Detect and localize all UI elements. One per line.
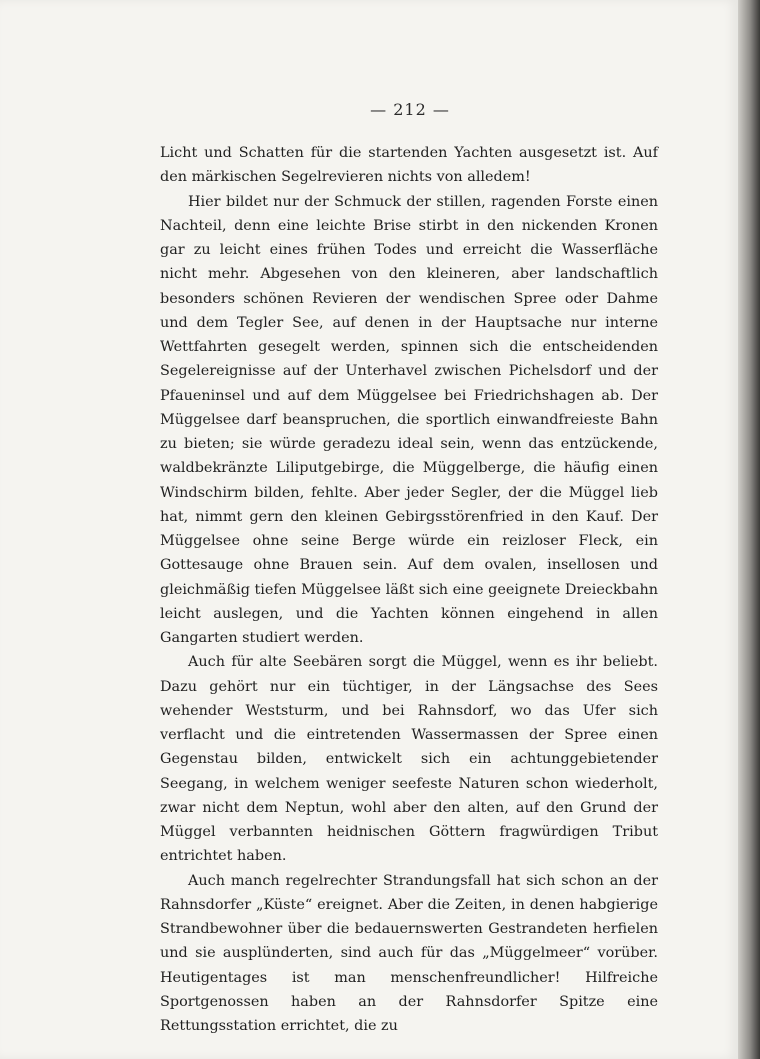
paragraph: Auch für alte Seebären sorgt die Müggel, wenn es ihr beliebt. Dazu gehört nur ein tüchtiger, in der Längsachse des Sees wehender Weststurm, und bei Rahnsdorf, wo das Ufer sich verflacht und die eintretenden Wassermassen der Spree einen Gegenstau bilden, entwickelt sich ein achtunggebietender Seegang, in welchem weniger seefeste Naturen schon wiederholt, zwar nicht dem Neptun, wohl aber den alten, auf den Grund der Müggel verbannten heidnischen Göttern fragwürdigen Tribut entrichtet haben. <box>160 654 658 865</box>
paragraph: Hier bildet nur der Schmuck der stillen, ragenden Forste einen Nachteil, denn eine leichte Brise stirbt in den nickenden Kronen gar zu leicht eines frühen Todes und erreicht die Wasserfläche nicht mehr. Abgesehen von den kleineren, aber landschaftlich besonders schönen Revieren der wendischen Spree oder Dahme und dem Tegler See, auf denen in der Hauptsache nur interne Wettfahrten gesegelt werden, spinnen sich die entscheidenden Segelereignisse auf der Unterhavel zwischen Pichelsdorf und der Pfaueninsel und auf dem Müggelsee bei Friedrichshagen ab. Der Müggelsee darf beanspruchen, die sportlich einwandfreieste Bahn zu bieten; sie würde geradezu ideal sein, wenn das entzückende, waldbekränzte Liliputgebirge, die Müggelberge, die häufig einen Windschirm bilden, fehlte. Aber jeder Segler, der die Müggel lieb hat, nimmt gern den kleinen Gebirgsstörenfried in den Kauf. Der Müggelsee ohne seine Berge würde ein reizloser Fleck, ein Gottesauge ohne Brauen sein. Auf dem ovalen, insellosen und gleichmäßig tiefen Müggelsee läßt sich eine geeignete Dreieckbahn leicht auslegen, und die Yachten können eingehend in allen Gangarten studiert werden. <box>160 193 659 646</box>
page-number: — 212 — <box>370 100 450 119</box>
page-edge <box>738 0 760 1059</box>
paragraph: Licht und Schatten für die startenden Yachten ausgesetzt ist. Auf den märkischen Segelrevieren nichts von alledem! <box>160 145 658 186</box>
paragraph: Auch manch regelrechter Strandungsfall hat sich schon an der Rahnsdorfer „Küste“ ereignet. Aber die Zeiten, in denen habgierige Strandbewohner über die bedauernswerten Gestrandeten herfielen und sie ausplünderten, sind auch für das „Müggelmeer“ vorüber. Heutigentages ist man menschenfreundlicher! Hilfreiche Sportgenossen haben an der Rahnsdorfer Spitze eine Rettungsstation errichtet, die zu <box>160 872 658 1034</box>
body-text <box>160 141 658 1038</box>
